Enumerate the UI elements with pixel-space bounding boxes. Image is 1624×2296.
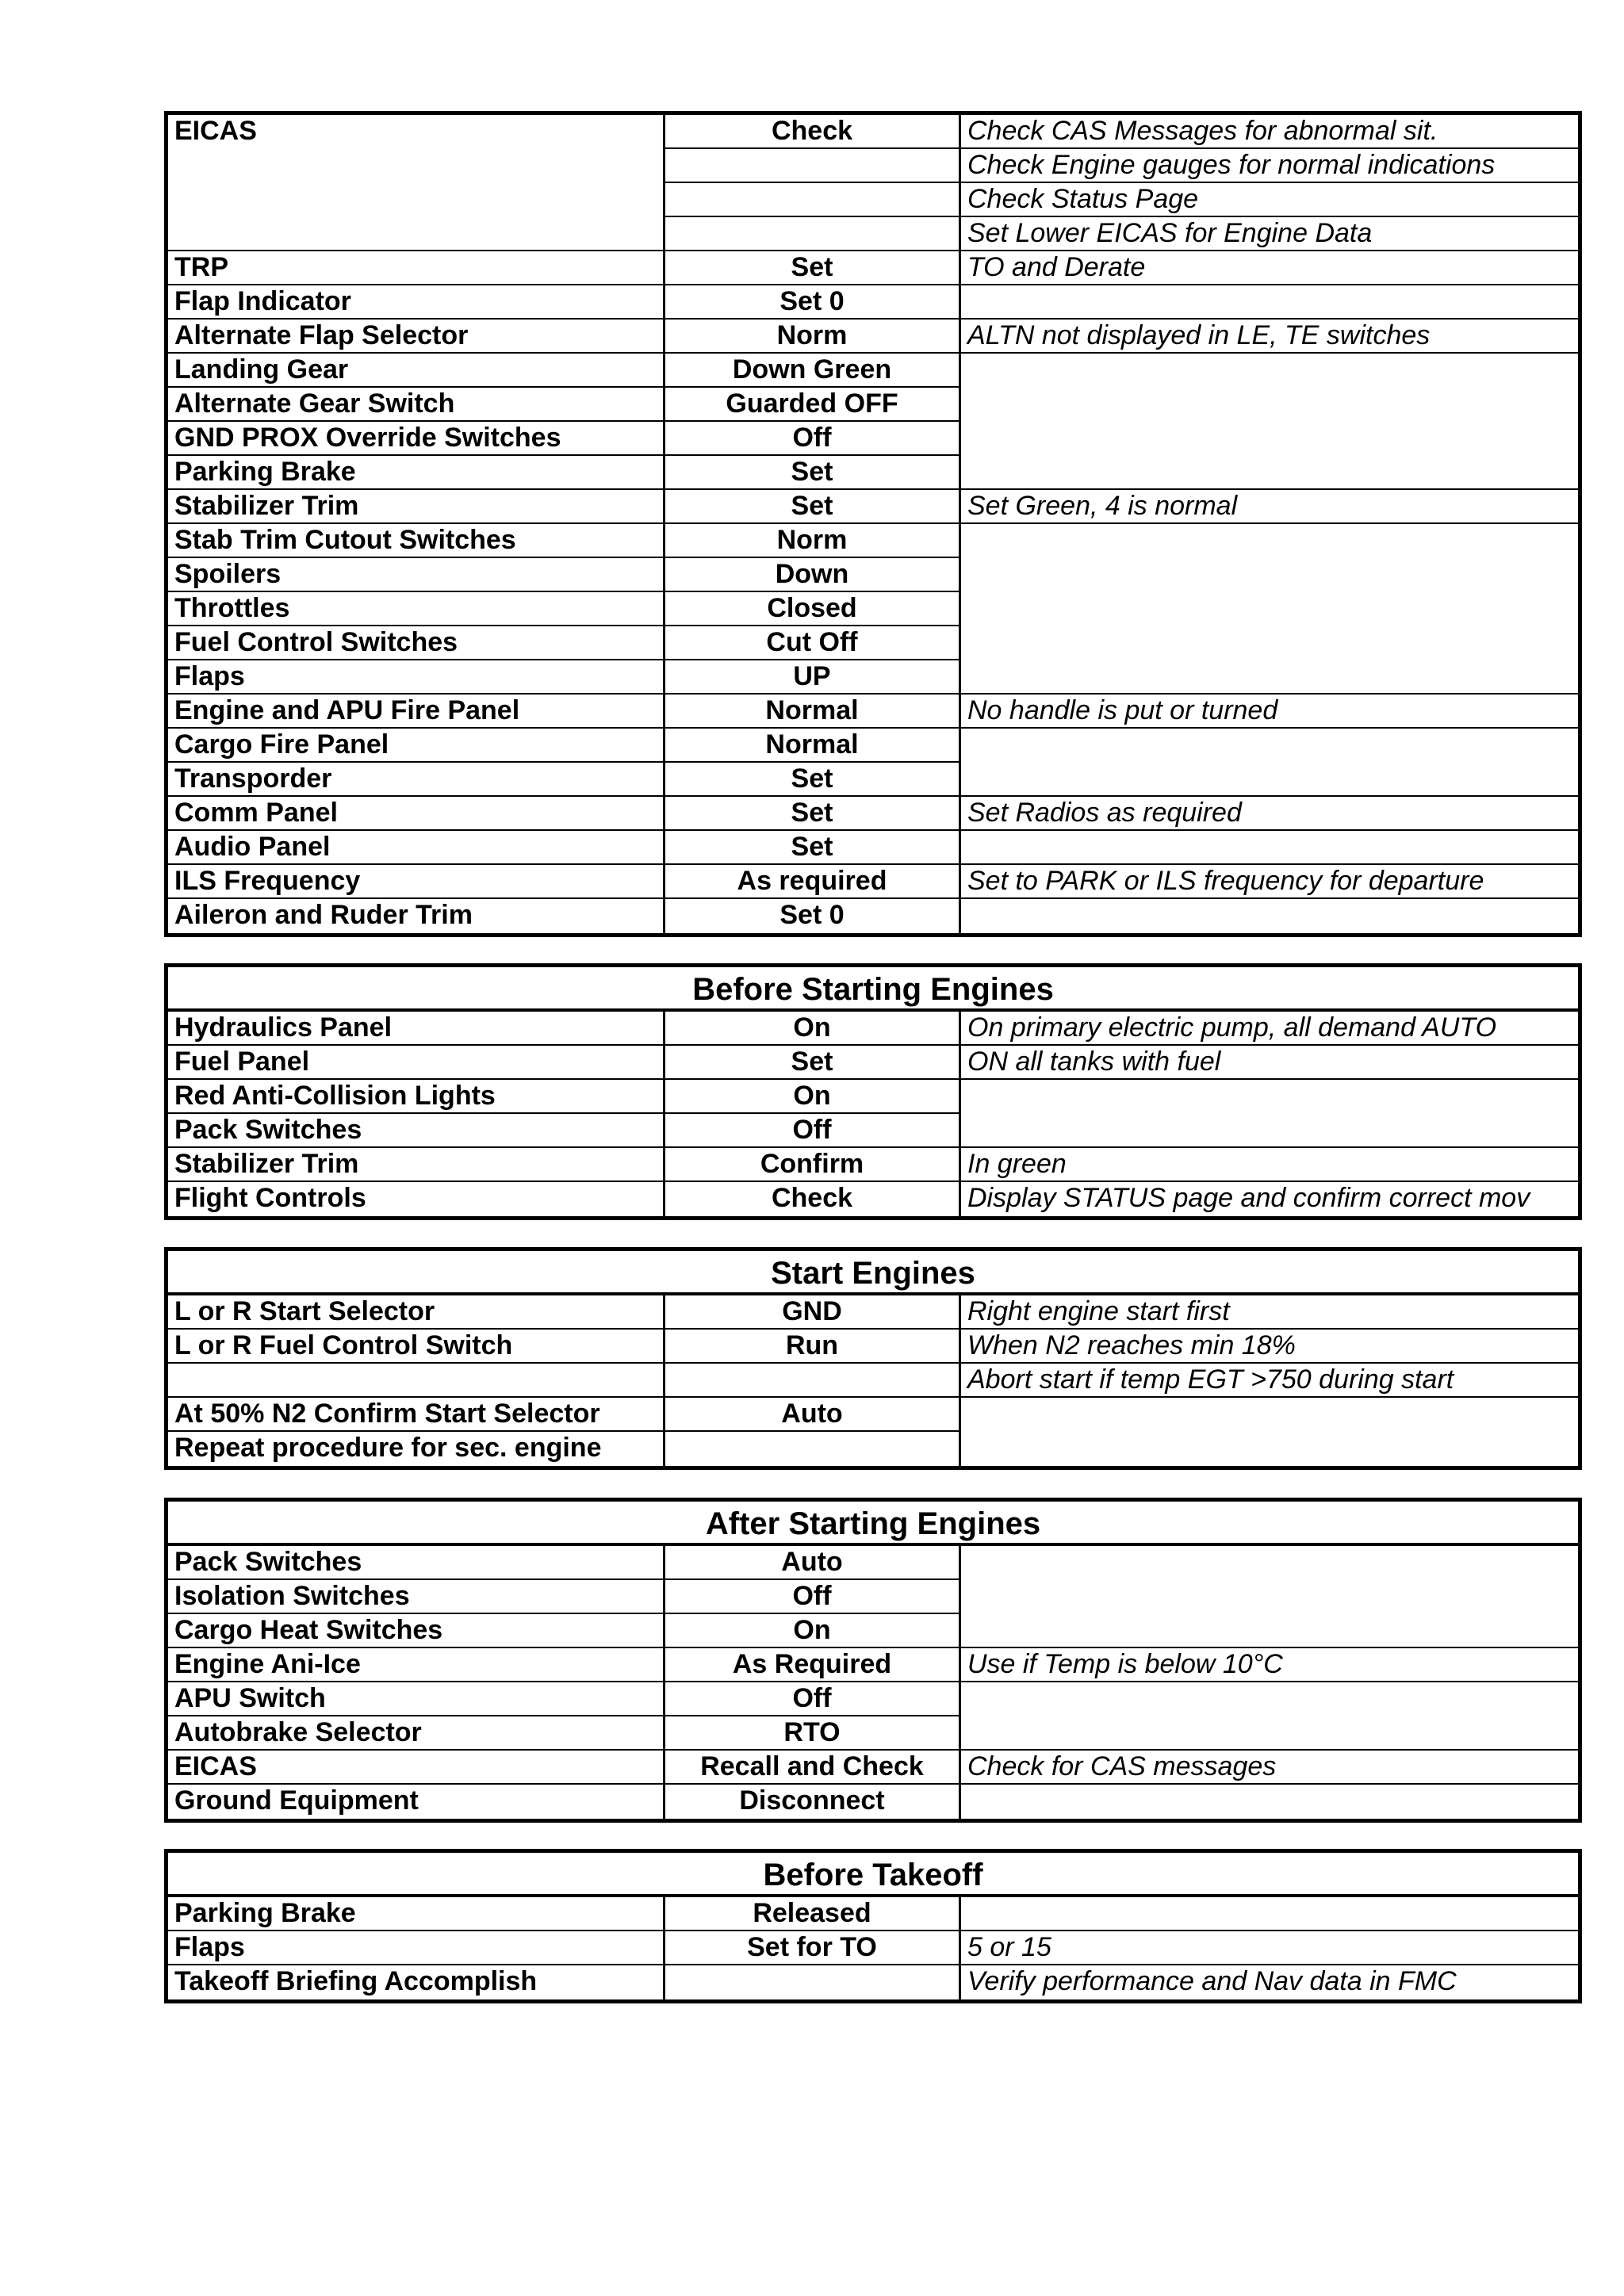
checklist-item: Flight Controls — [168, 1182, 665, 1216]
checklist-action — [665, 149, 961, 183]
checklist-item: Stabilizer Trim — [168, 490, 665, 524]
checklist-note: Set to PARK or ILS frequency for departure — [961, 865, 1578, 899]
checklist-action: Norm — [665, 320, 961, 354]
checklist-note: Set Radios as required — [961, 797, 1578, 831]
checklist-item: Alternate Flap Selector — [168, 320, 665, 354]
checklist-note — [961, 1897, 1578, 1931]
checklist-action: Set for TO — [665, 1931, 961, 1965]
checklist-item: Autobrake Selector — [168, 1716, 665, 1751]
checklist-item: Isolation Switches — [168, 1580, 665, 1614]
checklist-item: Transporder — [168, 763, 665, 797]
checklist-note: 5 or 15 — [961, 1931, 1578, 1965]
checklist-item: Ground Equipment — [168, 1785, 665, 1819]
checklist-action: Set — [665, 456, 961, 490]
checklist-action: Down Green — [665, 354, 961, 388]
checklist-note — [961, 1546, 1578, 1580]
checklist-note: Display STATUS page and confirm correct mov — [967, 1183, 1530, 1213]
checklist-note — [961, 1716, 1578, 1751]
checklist-item: Repeat procedure for sec. engine — [168, 1432, 665, 1466]
checklist-note — [961, 1080, 1578, 1114]
checklist-action: Guarded OFF — [665, 388, 961, 422]
checklist-note — [961, 1614, 1578, 1648]
checklist-note: Verify performance and Nav data in FMC — [967, 1966, 1457, 1996]
checklist-action: Off — [665, 1114, 961, 1148]
checklist-item: Fuel Control Switches — [168, 626, 665, 660]
checklist-action: On — [665, 1614, 961, 1648]
checklist-item: Landing Gear — [168, 354, 665, 388]
checklist-action: On — [665, 1012, 961, 1046]
checklist-note: In green — [961, 1148, 1578, 1182]
checklist-action: Recall and Check — [665, 1751, 961, 1785]
section-title: After Starting Engines — [168, 1502, 1578, 1546]
checklist-action — [665, 183, 961, 217]
checklist-action — [665, 1364, 961, 1398]
checklist-note: Check Engine gauges for normal indications — [961, 149, 1578, 183]
checklist-note — [961, 763, 1578, 797]
checklist-note — [961, 1785, 1578, 1819]
checklist-item: Pack Switches — [168, 1114, 665, 1148]
checklist-item: Throttles — [168, 592, 665, 626]
checklist-note: Use if Temp is below 10°C — [961, 1648, 1578, 1682]
checklist-item: Engine and APU Fire Panel — [168, 695, 665, 729]
checklist-action: Check — [665, 115, 961, 149]
checklist-grid — [168, 1897, 1578, 1999]
checklist-item: EICAS — [168, 1751, 665, 1785]
checklist-note: Check Status Page — [961, 183, 1578, 217]
checklist-item — [168, 1364, 665, 1398]
checklist-section — [164, 1849, 1582, 2003]
checklist-item: Stabilizer Trim — [168, 1148, 665, 1182]
checklist-action: Normal — [665, 695, 961, 729]
checklist-note — [961, 729, 1578, 763]
checklist-action: As Required — [665, 1648, 961, 1682]
checklist-item: L or R Fuel Control Switch — [168, 1330, 665, 1364]
checklist-item: GND PROX Override Switches — [168, 422, 665, 456]
checklist-note — [961, 1114, 1578, 1148]
checklist-item: At 50% N2 Confirm Start Selector — [168, 1398, 665, 1432]
checklist-action: Set — [665, 1046, 961, 1080]
checklist-note: Abort start if temp EGT >750 during start — [961, 1364, 1578, 1398]
checklist-item: Audio Panel — [168, 831, 665, 865]
checklist-grid — [168, 115, 1578, 933]
checklist-grid — [168, 1295, 1578, 1466]
checklist-item: Parking Brake — [168, 456, 665, 490]
checklist-action — [665, 1432, 961, 1466]
checklist-item: Pack Switches — [168, 1546, 665, 1580]
checklist-section-preflight — [164, 111, 1582, 937]
checklist-action: On — [665, 1080, 961, 1114]
checklist-action: Norm — [665, 524, 961, 558]
checklist-action: Cut Off — [665, 626, 961, 660]
checklist-item: TRP — [168, 251, 665, 285]
checklist-note: Set Lower EICAS for Engine Data — [961, 217, 1578, 251]
checklist-note — [961, 524, 1578, 558]
checklist-item: Engine Ani-Ice — [168, 1648, 665, 1682]
checklist-action: Normal — [665, 729, 961, 763]
checklist-note — [961, 285, 1578, 320]
checklist-item: Cargo Heat Switches — [168, 1614, 665, 1648]
checklist-note — [961, 354, 1578, 388]
checklist-item: Aileron and Ruder Trim — [168, 899, 665, 933]
checklist-note — [961, 592, 1578, 626]
checklist-item: L or R Start Selector — [168, 1295, 665, 1330]
checklist-item: Stab Trim Cutout Switches — [168, 524, 665, 558]
checklist-item — [168, 183, 665, 217]
checklist-grid — [168, 1546, 1578, 1819]
checklist-action: RTO — [665, 1716, 961, 1751]
checklist-action — [665, 1965, 961, 1999]
checklist-item: EICAS — [168, 115, 665, 149]
checklist-action: Auto — [665, 1546, 961, 1580]
checklist-section — [164, 1247, 1582, 1470]
checklist-action: Run — [665, 1330, 961, 1364]
checklist-action: Auto — [665, 1398, 961, 1432]
section-title: Before Starting Engines — [168, 967, 1578, 1012]
checklist-item: Red Anti-Collision Lights — [168, 1080, 665, 1114]
checklist-action: Released — [665, 1897, 961, 1931]
checklist-item: Parking Brake — [168, 1897, 665, 1931]
checklist-action: Set — [665, 763, 961, 797]
checklist-note: Check for CAS messages — [961, 1751, 1578, 1785]
checklist-note — [961, 1432, 1578, 1466]
checklist-item: Cargo Fire Panel — [168, 729, 665, 763]
section-title: Before Takeoff — [168, 1853, 1578, 1897]
checklist-item: Takeoff Briefing Accomplish — [168, 1965, 665, 1999]
checklist-action: GND — [665, 1295, 961, 1330]
checklist-item: Spoilers — [168, 558, 665, 592]
checklist-note: Set Green, 4 is normal — [961, 490, 1578, 524]
checklist-item: Alternate Gear Switch — [168, 388, 665, 422]
checklist-section — [164, 963, 1582, 1220]
checklist-note — [961, 1580, 1578, 1614]
checklist-note: ON all tanks with fuel — [961, 1046, 1578, 1080]
checklist-action: Check — [665, 1182, 961, 1216]
checklist-item — [168, 149, 665, 183]
checklist-item: Comm Panel — [168, 797, 665, 831]
checklist-note — [961, 1682, 1578, 1716]
checklist-note — [961, 660, 1578, 695]
checklist-action: Set 0 — [665, 899, 961, 933]
checklist-grid — [168, 1012, 1578, 1216]
checklist-note: When N2 reaches min 18% — [961, 1330, 1578, 1364]
checklist-note — [961, 1398, 1578, 1432]
checklist-note: TO and Derate — [961, 251, 1578, 285]
checklist-item: Flaps — [168, 660, 665, 695]
checklist-note: No handle is put or turned — [961, 695, 1578, 729]
checklist-item: ILS Frequency — [168, 865, 665, 899]
checklist-action: Confirm — [665, 1148, 961, 1182]
checklist-note: On primary electric pump, all demand AUTO — [961, 1012, 1578, 1046]
checklist-action: Disconnect — [665, 1785, 961, 1819]
checklist-note — [961, 831, 1578, 865]
checklist-action: Set 0 — [665, 285, 961, 320]
checklist-note: ALTN not displayed in LE, TE switches — [961, 320, 1578, 354]
checklist-action: Set — [665, 831, 961, 865]
checklist-note — [961, 422, 1578, 456]
checklist-action — [665, 217, 961, 251]
checklist-note — [961, 388, 1578, 422]
checklist-item: Flap Indicator — [168, 285, 665, 320]
checklist-item: Flaps — [168, 1931, 665, 1965]
checklist-item: APU Switch — [168, 1682, 665, 1716]
checklist-action: As required — [665, 865, 961, 899]
checklist-action: Down — [665, 558, 961, 592]
checklist-action: Set — [665, 251, 961, 285]
checklist-action: Off — [665, 422, 961, 456]
checklist-note — [961, 899, 1578, 933]
checklist-action: Off — [665, 1580, 961, 1614]
checklist-note: Right engine start first — [961, 1295, 1578, 1330]
checklist-section — [164, 1498, 1582, 1823]
checklist-item: Fuel Panel — [168, 1046, 665, 1080]
checklist-note — [961, 456, 1578, 490]
checklist-note: Check CAS Messages for abnormal sit. — [961, 115, 1578, 149]
checklist-action: Set — [665, 797, 961, 831]
checklist-item: Hydraulics Panel — [168, 1012, 665, 1046]
checklist-action: Set — [665, 490, 961, 524]
checklist-item — [168, 217, 665, 251]
checklist-note — [961, 626, 1578, 660]
section-title: Start Engines — [168, 1251, 1578, 1295]
checklist-action: Closed — [665, 592, 961, 626]
checklist-action: UP — [665, 660, 961, 695]
checklist-note — [961, 558, 1578, 592]
checklist-action: Off — [665, 1682, 961, 1716]
